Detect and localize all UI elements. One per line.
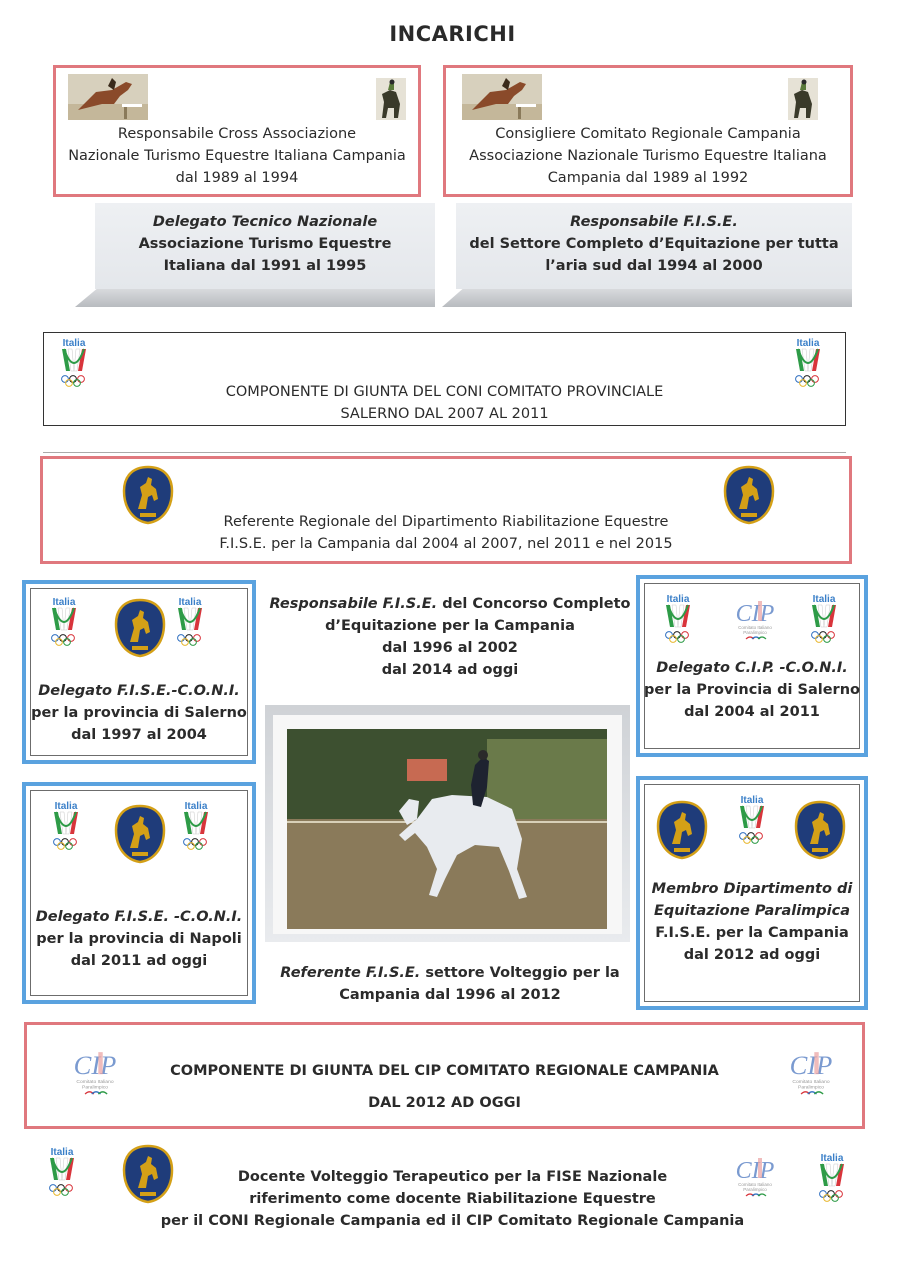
text-line: Referente Regionale del Dipartimento Riabilitazione Equestre: [223, 514, 669, 530]
responsabile-settore-completo-box: [442, 203, 852, 307]
delegato-salerno-box: [22, 580, 256, 764]
coni-provinciale-box: [43, 332, 846, 426]
text-line: del Settore Completo d’Equitazione per tutta: [469, 236, 839, 252]
text-line: Nazionale Turismo Equestre Italiana Campania: [68, 148, 406, 164]
role-title: Delegato F.I.S.E. -C.O.N.I.: [35, 909, 243, 925]
italia-coni-logo-icon: [48, 800, 84, 852]
text-line: dal 1997 al 2004: [71, 727, 207, 743]
text-line: Docente Volteggio Terapeutico per la FISE Nazionale: [237, 1169, 668, 1185]
text-line: l’aria sud dal 1994 al 2000: [545, 258, 763, 274]
role-title: Referente F.I.S.E.: [280, 965, 421, 981]
cip-regionale-box: [24, 1022, 865, 1129]
role-title: Membro Dipartimento di: [651, 881, 853, 897]
consigliere-box: [443, 65, 853, 197]
italia-coni-logo-icon: [46, 596, 82, 648]
text-line: COMPONENTE DI GIUNTA DEL CIP COMITATO REGIONALE CAMPANIA: [170, 1063, 719, 1079]
divider: [43, 452, 846, 453]
horse-photo-frame: [265, 705, 630, 942]
fise-logo-icon: [656, 800, 708, 860]
text-line: per il CONI Regionale Campania ed il CIP Comitato Regionale Campania: [160, 1213, 745, 1229]
text-line: Associazione Nazionale Turismo Equestre Italiana: [469, 148, 827, 164]
italia-coni-logo-icon: [734, 794, 770, 846]
text-line: per la provincia di Salerno: [31, 705, 247, 721]
docente-section: [0, 1140, 905, 1250]
role-title: Delegato C.I.P. -C.O.N.I.: [656, 660, 848, 676]
text-line: F.I.S.E. per la Campania dal 2004 al 2007, nel 2011 e nel 2015: [219, 536, 673, 552]
text-line: DAL 2012 AD OGGI: [368, 1095, 521, 1111]
text-line: dal 2011 ad oggi: [70, 953, 208, 969]
text-line: COMPONENTE DI GIUNTA DEL CONI COMITATO PROVINCIALE: [225, 384, 664, 400]
role-title: Responsabile F.I.S.E.: [269, 596, 438, 612]
text-line: dal 2004 al 2011: [684, 704, 820, 720]
rider-photo-icon: [376, 78, 406, 120]
role-rest: settore Volteggio per la: [420, 965, 620, 981]
italia-coni-logo-icon: [178, 800, 214, 852]
page-title: INCARICHI: [389, 22, 516, 46]
text-line: per la provincia di Napoli: [36, 931, 242, 947]
role-rest: del Concorso Completo: [437, 596, 631, 612]
text-line: Responsabile Cross Associazione: [117, 126, 357, 142]
paralimpica-box: [636, 776, 868, 1010]
text-line: SALERNO DAL 2007 AL 2011: [340, 406, 549, 422]
horse-volteggio-photo: [287, 729, 607, 929]
italia-coni-logo-icon: [172, 596, 208, 648]
role-title: Responsabile F.I.S.E.: [570, 214, 738, 230]
role-title: Delegato F.I.S.E.-C.O.N.I.: [38, 683, 240, 699]
delegato-napoli-box: [22, 782, 256, 1004]
text-line: riferimento come docente Riabilitazione Equestre: [249, 1191, 656, 1207]
cip-logo-icon: [726, 595, 784, 643]
delegato-cip-salerno-box: [636, 575, 868, 757]
cross-responsabile-box: [53, 65, 421, 197]
text-line: Italiana dal 1991 al 1995: [163, 258, 367, 274]
rider-photo-icon: [788, 78, 818, 120]
volteggio-text: [268, 962, 632, 1006]
text-line: per la Provincia di Salerno: [644, 682, 860, 698]
text-line: Campania dal 1989 al 1992: [547, 170, 749, 186]
text-line: Consigliere Comitato Regionale Campania: [495, 126, 801, 142]
fise-logo-icon: [794, 800, 846, 860]
role-title: Delegato Tecnico Nazionale: [152, 214, 378, 230]
role-title: Equitazione Paralimpica: [653, 903, 851, 919]
text-line: Associazione Turismo Equestre: [138, 236, 392, 252]
fise-logo-icon: [114, 598, 166, 658]
text-line: dal 1996 al 2002: [382, 640, 518, 656]
text-line: Campania dal 1996 al 2012: [339, 987, 561, 1003]
riabilitazione-box: [40, 456, 852, 564]
italia-coni-logo-icon: [806, 593, 842, 645]
fise-logo-icon: [114, 804, 166, 864]
text-line: d’Equitazione per la Campania: [325, 618, 575, 634]
delegato-tecnico-box: [75, 203, 435, 307]
show-jumping-photo-icon: [68, 74, 148, 120]
show-jumping-photo-icon: [462, 74, 542, 120]
text-line: dal 2014 ad oggi: [381, 662, 519, 678]
text-line: dal 1989 al 1994: [175, 170, 299, 186]
concorso-completo-text: [268, 593, 632, 681]
text-line: dal 2012 ad oggi: [683, 947, 821, 963]
italia-coni-logo-icon: [660, 593, 696, 645]
text-line: F.I.S.E. per la Campania: [655, 925, 849, 941]
